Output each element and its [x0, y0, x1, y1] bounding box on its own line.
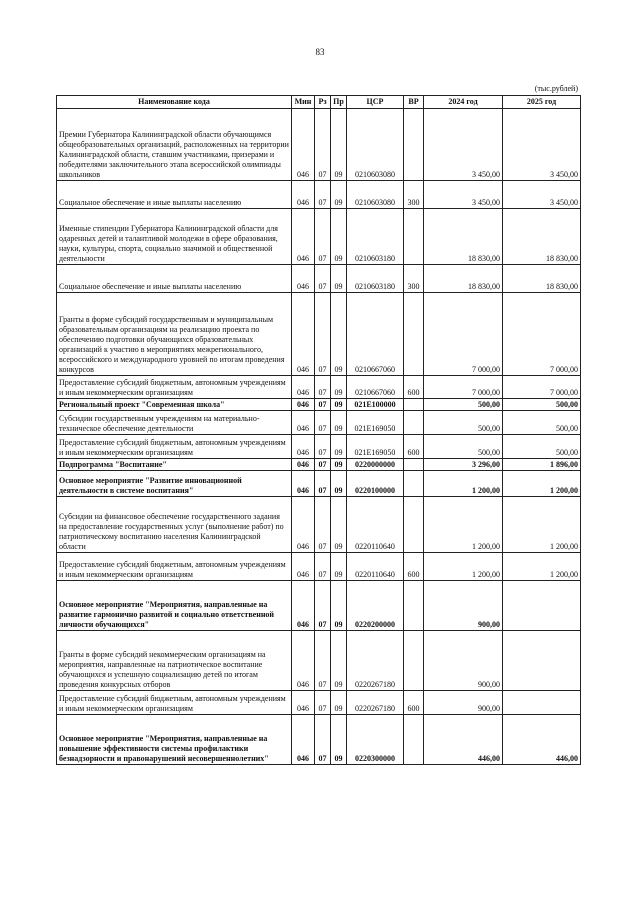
page-number: 83 — [315, 47, 325, 57]
cell-y2024: 7 000,00 — [424, 293, 503, 376]
cell-y2024: 18 830,00 — [424, 209, 503, 265]
table-row — [57, 376, 581, 399]
cell-min: 046 — [292, 691, 315, 715]
cell-csr: 0210667060 — [347, 376, 404, 399]
cell-min: 046 — [292, 471, 315, 497]
cell-min: 046 — [292, 411, 315, 435]
cell-name: Предоставление субсидий бюджетным, автономным учреждениям и иным некоммерческим организациям — [57, 553, 292, 581]
cell-rz: 07 — [315, 376, 331, 399]
cell-min: 046 — [292, 497, 315, 553]
cell-vr: 600 — [404, 553, 424, 581]
cell-y2025: 3 450,00 — [503, 181, 581, 209]
cell-min: 046 — [292, 399, 315, 411]
cell-rz: 07 — [315, 581, 331, 631]
cell-min: 046 — [292, 265, 315, 293]
table-row — [57, 265, 581, 293]
cell-pr: 09 — [331, 411, 347, 435]
cell-rz: 07 — [315, 459, 331, 471]
cell-min: 046 — [292, 459, 315, 471]
cell-pr: 09 — [331, 181, 347, 209]
units-note: (тыс.рублей) — [534, 84, 578, 93]
cell-min: 046 — [292, 581, 315, 631]
cell-pr: 09 — [331, 581, 347, 631]
cell-pr: 09 — [331, 471, 347, 497]
cell-y2024: 900,00 — [424, 581, 503, 631]
cell-vr — [404, 581, 424, 631]
cell-pr: 09 — [331, 265, 347, 293]
budget-table — [56, 95, 581, 765]
cell-name: Гранты в форме субсидий некоммерческим организациям на мероприятия, направленные на патриотическое воспитание обучающихся и успешную социализацию детей по итогам проведения конкурсных отборов — [57, 631, 292, 691]
cell-y2025: 1 200,00 — [503, 471, 581, 497]
cell-pr: 09 — [331, 497, 347, 553]
table-row — [57, 691, 581, 715]
cell-csr: 0210603180 — [347, 209, 404, 265]
cell-rz: 07 — [315, 553, 331, 581]
table-row — [57, 553, 581, 581]
cell-y2024: 500,00 — [424, 411, 503, 435]
cell-pr: 09 — [331, 209, 347, 265]
cell-y2025: 7 000,00 — [503, 293, 581, 376]
cell-y2025: 500,00 — [503, 435, 581, 459]
table-row — [57, 497, 581, 553]
cell-y2025: 18 830,00 — [503, 265, 581, 293]
cell-name: Основное мероприятие "Развитие инновационной деятельности в системе воспитания" — [57, 471, 292, 497]
table-row — [57, 631, 581, 691]
header-name: Наименование кода — [57, 96, 292, 109]
cell-y2024: 1 200,00 — [424, 497, 503, 553]
table-row — [57, 435, 581, 459]
cell-name: Субсидии государственным учреждениям на материально-техническое обеспечение деятельности — [57, 411, 292, 435]
header-2024: 2024 год — [424, 96, 503, 109]
cell-vr — [404, 209, 424, 265]
cell-y2025: 500,00 — [503, 411, 581, 435]
cell-vr — [404, 293, 424, 376]
cell-csr: 0210603180 — [347, 265, 404, 293]
cell-min: 046 — [292, 553, 315, 581]
cell-pr: 09 — [331, 715, 347, 765]
cell-name: Основное мероприятие "Мероприятия, направленные на повышение эффективности системы профилактики безнадзорности и правонарушений несовершеннолетних" — [57, 715, 292, 765]
cell-y2024: 3 450,00 — [424, 109, 503, 181]
table-row — [57, 109, 581, 181]
cell-name: Премии Губернатора Калининградской области обучающимся общеобразовательных организаций, расположенных на территории Калининградской области, ставшим участниками, призерами и победителями заключительного этапа всероссийской олимпиады школьников — [57, 109, 292, 181]
cell-vr — [404, 715, 424, 765]
cell-y2024: 446,00 — [424, 715, 503, 765]
table-row — [57, 209, 581, 265]
cell-name: Предоставление субсидий бюджетным, автономным учреждениям и иным некоммерческим организациям — [57, 691, 292, 715]
table-header-row — [57, 96, 581, 109]
cell-vr: 600 — [404, 691, 424, 715]
cell-y2024: 1 200,00 — [424, 553, 503, 581]
cell-y2024: 3 450,00 — [424, 181, 503, 209]
cell-pr: 09 — [331, 691, 347, 715]
cell-csr: 0220100000 — [347, 471, 404, 497]
header-vr: ВР — [404, 96, 424, 109]
cell-min: 046 — [292, 109, 315, 181]
cell-y2025: 1 200,00 — [503, 553, 581, 581]
cell-csr: 0220267180 — [347, 631, 404, 691]
cell-y2024: 18 830,00 — [424, 265, 503, 293]
cell-y2025: 446,00 — [503, 715, 581, 765]
cell-csr: 021E169050 — [347, 435, 404, 459]
cell-min: 046 — [292, 376, 315, 399]
cell-rz: 07 — [315, 497, 331, 553]
cell-vr: 600 — [404, 376, 424, 399]
cell-min: 046 — [292, 209, 315, 265]
cell-pr: 09 — [331, 553, 347, 581]
cell-vr: 600 — [404, 435, 424, 459]
cell-csr: 0220000000 — [347, 459, 404, 471]
cell-vr — [404, 497, 424, 553]
cell-rz: 07 — [315, 435, 331, 459]
cell-csr: 0220110640 — [347, 497, 404, 553]
cell-rz: 07 — [315, 209, 331, 265]
cell-y2025: 1 896,00 — [503, 459, 581, 471]
cell-vr — [404, 411, 424, 435]
cell-pr: 09 — [331, 376, 347, 399]
cell-min: 046 — [292, 715, 315, 765]
cell-y2024: 500,00 — [424, 399, 503, 411]
table-row — [57, 293, 581, 376]
cell-y2025 — [503, 691, 581, 715]
table-row — [57, 181, 581, 209]
cell-y2025 — [503, 581, 581, 631]
header-pr: Пр — [331, 96, 347, 109]
cell-csr: 0220300000 — [347, 715, 404, 765]
cell-vr — [404, 459, 424, 471]
cell-pr: 09 — [331, 399, 347, 411]
cell-vr: 300 — [404, 181, 424, 209]
cell-csr: 0220200000 — [347, 581, 404, 631]
cell-pr: 09 — [331, 631, 347, 691]
cell-min: 046 — [292, 435, 315, 459]
cell-rz: 07 — [315, 715, 331, 765]
cell-vr — [404, 399, 424, 411]
cell-name: Подпрограмма "Воспитание" — [57, 459, 292, 471]
header-2025: 2025 год — [503, 96, 581, 109]
cell-name: Субсидии на финансовое обеспечение государственного задания на предоставление государственных услуг (выполнение работ) по патриотическому воспитанию населения Калининградской области — [57, 497, 292, 553]
cell-name: Социальное обеспечение и иные выплаты населению — [57, 265, 292, 293]
cell-y2024: 900,00 — [424, 691, 503, 715]
cell-name: Предоставление субсидий бюджетным, автономным учреждениям и иным некоммерческим организациям — [57, 435, 292, 459]
table-row — [57, 399, 581, 411]
cell-pr: 09 — [331, 435, 347, 459]
cell-y2025: 500,00 — [503, 399, 581, 411]
cell-y2025: 7 000,00 — [503, 376, 581, 399]
cell-rz: 07 — [315, 471, 331, 497]
cell-csr: 021E100000 — [347, 399, 404, 411]
cell-min: 046 — [292, 181, 315, 209]
table-row — [57, 581, 581, 631]
cell-rz: 07 — [315, 411, 331, 435]
cell-y2024: 7 000,00 — [424, 376, 503, 399]
cell-name: Основное мероприятие "Мероприятия, направленные на развитие гармонично развитой и социально ответственной личности обучающихся" — [57, 581, 292, 631]
cell-rz: 07 — [315, 631, 331, 691]
cell-rz: 07 — [315, 265, 331, 293]
cell-name: Именные стипендии Губернатора Калининградской области для одаренных детей и талантливой молодежи в сфере образования, науки, культуры, спорта, социально значимой и общественной деятельности — [57, 209, 292, 265]
cell-y2025: 3 450,00 — [503, 109, 581, 181]
cell-y2025 — [503, 631, 581, 691]
table-row — [57, 715, 581, 765]
cell-pr: 09 — [331, 459, 347, 471]
cell-y2024: 900,00 — [424, 631, 503, 691]
cell-csr: 0220110640 — [347, 553, 404, 581]
cell-y2024: 500,00 — [424, 435, 503, 459]
cell-min: 046 — [292, 631, 315, 691]
cell-csr: 021E169050 — [347, 411, 404, 435]
cell-y2024: 1 200,00 — [424, 471, 503, 497]
table-row — [57, 411, 581, 435]
cell-csr: 0220267180 — [347, 691, 404, 715]
cell-csr: 0210603080 — [347, 181, 404, 209]
cell-name: Социальное обеспечение и иные выплаты населению — [57, 181, 292, 209]
cell-vr — [404, 631, 424, 691]
cell-rz: 07 — [315, 109, 331, 181]
cell-min: 046 — [292, 293, 315, 376]
header-min: Мин — [292, 96, 315, 109]
header-csr: ЦСР — [347, 96, 404, 109]
cell-y2024: 3 296,00 — [424, 459, 503, 471]
cell-rz: 07 — [315, 691, 331, 715]
cell-pr: 09 — [331, 293, 347, 376]
cell-rz: 07 — [315, 293, 331, 376]
cell-vr: 300 — [404, 265, 424, 293]
cell-vr — [404, 471, 424, 497]
cell-rz: 07 — [315, 181, 331, 209]
cell-csr: 0210667060 — [347, 293, 404, 376]
table-row — [57, 471, 581, 497]
table-row — [57, 459, 581, 471]
cell-name: Предоставление субсидий бюджетным, автономным учреждениям и иным некоммерческим организациям — [57, 376, 292, 399]
cell-name: Региональный проект "Современная школа" — [57, 399, 292, 411]
cell-name: Гранты в форме субсидий государственным и муниципальным образовательным организациям на реализацию проекта по обеспечению подготовки обучающихся образовательных организаций к участию в мероприятиях межрегионального, всероссийского и международного уровней по итогам проведения конкурсов — [57, 293, 292, 376]
cell-rz: 07 — [315, 399, 331, 411]
header-rz: Рз — [315, 96, 331, 109]
cell-csr: 0210603080 — [347, 109, 404, 181]
cell-pr: 09 — [331, 109, 347, 181]
cell-y2025: 1 200,00 — [503, 497, 581, 553]
cell-vr — [404, 109, 424, 181]
cell-y2025: 18 830,00 — [503, 209, 581, 265]
